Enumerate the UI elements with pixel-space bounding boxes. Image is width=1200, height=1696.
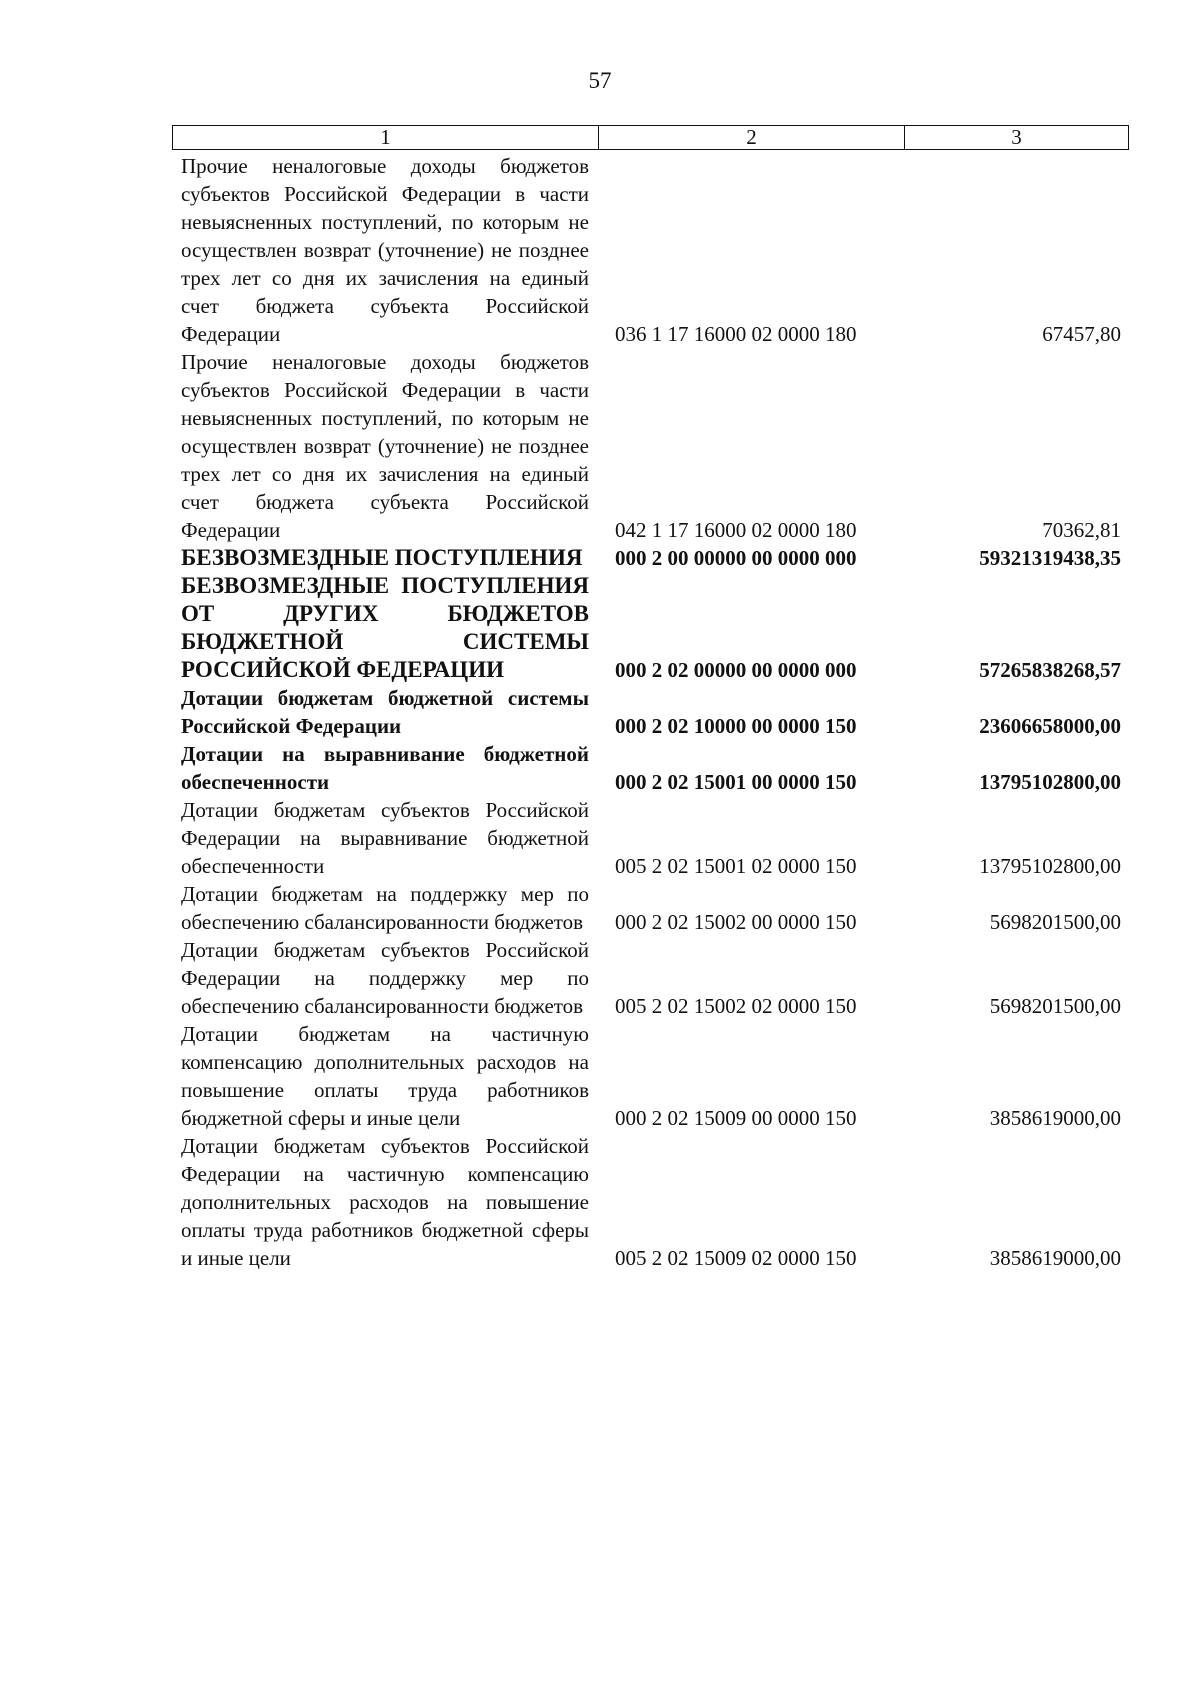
row-description: Дотации бюджетам бюджетной системы Российской Федерации bbox=[181, 686, 589, 738]
row-code: 036 1 17 16000 02 0000 180 bbox=[615, 322, 857, 346]
table-row bbox=[181, 348, 1121, 544]
row-description: Дотации бюджетам субъектов Российской Федерации на частичную компенсацию дополнительных расходов на повышение оплаты труда работников бюджетной сферы и иные цели bbox=[181, 1134, 589, 1270]
row-amount: 57265838268,57 bbox=[979, 658, 1121, 682]
row-amount: 67457,80 bbox=[1042, 322, 1121, 346]
row-description: Дотации на выравнивание бюджетной обеспеченности bbox=[181, 742, 589, 794]
row-code: 005 2 02 15009 02 0000 150 bbox=[615, 1246, 857, 1270]
row-amount: 3858619000,00 bbox=[989, 1106, 1121, 1130]
row-description: БЕЗВОЗМЕЗДНЫЕ ПОСТУПЛЕНИЯ bbox=[181, 545, 583, 570]
row-code: 000 2 02 15001 00 0000 150 bbox=[615, 770, 857, 794]
row-code: 005 2 02 15001 02 0000 150 bbox=[615, 854, 857, 878]
table-row bbox=[181, 1020, 1121, 1132]
table-row bbox=[181, 544, 1121, 572]
table-row bbox=[181, 684, 1121, 740]
table-header bbox=[172, 125, 1129, 150]
row-code: 000 2 02 15002 00 0000 150 bbox=[615, 910, 857, 934]
table-row bbox=[181, 152, 1121, 348]
row-code: 042 1 17 16000 02 0000 180 bbox=[615, 518, 857, 542]
row-code: 000 2 02 15009 00 0000 150 bbox=[615, 1106, 857, 1130]
table-row bbox=[181, 880, 1121, 936]
row-description: Дотации бюджетам субъектов Российской Федерации на поддержку мер по обеспечению сбалансированности бюджетов bbox=[181, 938, 589, 1018]
table-row bbox=[181, 740, 1121, 796]
row-code: 000 2 02 10000 00 0000 150 bbox=[615, 714, 857, 738]
row-code: 005 2 02 15002 02 0000 150 bbox=[615, 994, 857, 1018]
row-description: Прочие неналоговые доходы бюджетов субъектов Российской Федерации в части невыясненных поступлений, по которым не осуществлен возврат (уточнение) не позднее трех лет со дня их зачисления на единый счет бюджета субъекта Российской Федерации bbox=[181, 154, 589, 346]
row-amount: 5698201500,00 bbox=[989, 910, 1121, 934]
row-amount: 3858619000,00 bbox=[989, 1246, 1121, 1270]
table-row bbox=[181, 1132, 1121, 1272]
table-body bbox=[181, 152, 1121, 1272]
row-amount: 23606658000,00 bbox=[979, 714, 1121, 738]
row-description: БЕЗВОЗМЕЗДНЫЕ ПОСТУПЛЕНИЯ ОТ ДРУГИХ БЮДЖЕТОВ БЮДЖЕТНОЙ СИСТЕМЫ РОССИЙСКОЙ ФЕДЕРАЦИИ bbox=[181, 573, 589, 682]
row-amount: 70362,81 bbox=[1042, 518, 1121, 542]
row-description: Прочие неналоговые доходы бюджетов субъектов Российской Федерации в части невыясненных поступлений, по которым не осуществлен возврат (уточнение) не позднее трех лет со дня их зачисления на единый счет бюджета субъекта Российской Федерации bbox=[181, 350, 589, 542]
row-amount: 5698201500,00 bbox=[989, 994, 1121, 1018]
table-row bbox=[181, 796, 1121, 880]
column-header-1: 1 bbox=[173, 126, 599, 149]
table-row bbox=[181, 572, 1121, 684]
page-number: 57 bbox=[588, 68, 612, 93]
row-amount: 13795102800,00 bbox=[979, 770, 1121, 794]
column-header-2: 2 bbox=[599, 126, 905, 149]
table-row bbox=[181, 936, 1121, 1020]
column-header-3: 3 bbox=[1011, 125, 1022, 149]
row-description: Дотации бюджетам субъектов Российской Федерации на выравнивание бюджетной обеспеченности bbox=[181, 798, 589, 878]
row-description: Дотации бюджетам на поддержку мер по обеспечению сбалансированности бюджетов bbox=[181, 882, 589, 934]
row-amount: 13795102800,00 bbox=[979, 854, 1121, 878]
row-amount: 59321319438,35 bbox=[979, 546, 1121, 570]
row-code: 000 2 00 00000 00 0000 000 bbox=[615, 546, 857, 570]
row-code: 000 2 02 00000 00 0000 000 bbox=[615, 658, 857, 682]
row-description: Дотации бюджетам на частичную компенсацию дополнительных расходов на повышение оплаты труда работников бюджетной сферы и иные цели bbox=[181, 1022, 589, 1130]
